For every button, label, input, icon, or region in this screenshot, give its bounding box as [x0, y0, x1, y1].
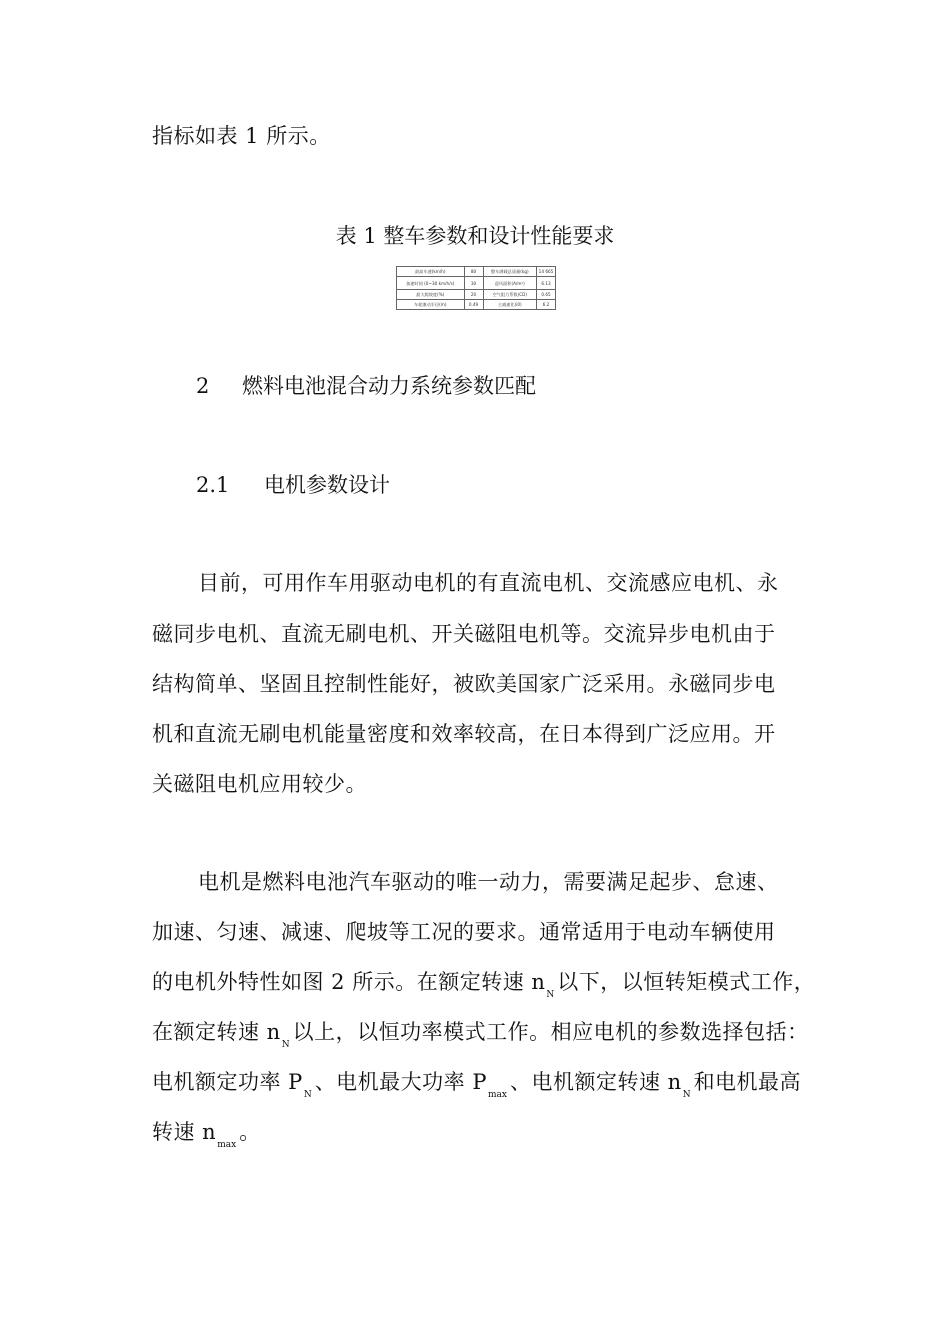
text-run: 、电机最大功率 P [314, 1070, 487, 1094]
paragraph-1-line-2: 磁同步电机、直流无刷电机、开关磁阻电机等。交流异步电机由于 [152, 622, 776, 646]
table-row [397, 267, 556, 277]
table-cell: 加速时间 (0~30 km/h/s) [397, 277, 465, 290]
subscript: max [488, 1090, 507, 1100]
paragraph-1-line-1: 目前，可用作车用驱动电机的有直流电机、交流感应电机、永 [198, 571, 779, 595]
section-title: 燃料电池混合动力系统参数匹配 [242, 374, 536, 398]
table-row [397, 277, 556, 290]
subscript: N [682, 1090, 691, 1100]
paragraph-2-line-5 [152, 1070, 801, 1107]
text-run: 电机额定功率 P [152, 1070, 303, 1094]
table-cell: 车轮滚动半径(m) [397, 300, 465, 310]
table-cell: 主减速比(i0) [483, 300, 536, 310]
table-cell: 30 [464, 277, 483, 290]
parameter-table [396, 266, 556, 310]
paragraph-2-line-2: 加速、匀速、减速、爬坡等工况的要求。通常适用于电动车辆使用 [152, 920, 776, 944]
table-cell: 整车满载总质量(kg) [483, 267, 536, 277]
section-heading-2-1 [196, 473, 390, 497]
paragraph-1-line-5: 关磁阻电机应用较少。 [152, 772, 367, 796]
table-row [397, 300, 556, 310]
table-cell: 最高车速(km/h) [397, 267, 465, 277]
paragraph-2-line-3 [152, 970, 815, 1007]
table-cell: 空气阻力系数(CD) [483, 290, 536, 300]
table-cell: 最大爬坡度(%) [397, 290, 465, 300]
table-cell: 6.2 [537, 300, 556, 310]
table-cell: 80 [464, 267, 483, 277]
text-run: 在额定转速 n [152, 1020, 281, 1044]
text-run: 和电机最高 [693, 1070, 802, 1094]
table-row [397, 290, 556, 300]
text-run: 的电机外特性如图 2 所示。在额定转速 n [152, 970, 546, 994]
paragraph-2-line-1: 电机是燃料电池汽车驱动的唯一动力，需要满足起步、怠速、 [198, 870, 779, 894]
text-run: 以上，以恒功率模式工作。相应电机的参数选择包括： [292, 1020, 809, 1044]
text-run: 、电机额定转速 n [509, 1070, 682, 1094]
intro-line: 指标如表 1 所示。 [152, 124, 331, 148]
subscript: N [546, 990, 555, 1000]
paragraph-1-line-3: 结构简单、坚固且控制性能好，被欧美国家广泛采用。永磁同步电 [152, 672, 776, 696]
table-cell: 6.13 [537, 277, 556, 290]
subscript: max [217, 1140, 237, 1150]
paragraph-1-line-4: 机和直流无刷电机能量密度和效率较高，在日本得到广泛应用。开 [152, 722, 776, 746]
subscript: N [281, 1040, 290, 1050]
section-number: 2 [196, 374, 210, 398]
section-heading-2 [196, 374, 536, 398]
paragraph-2-line-6 [152, 1120, 261, 1157]
subscript: N [303, 1090, 312, 1100]
section-number: 2.1 [196, 473, 230, 497]
text-run: 以下，以恒转矩模式工作， [557, 970, 816, 994]
table-cell: 20 [464, 290, 483, 300]
table-cell: 迎风面积(A/m²) [483, 277, 536, 290]
section-title: 电机参数设计 [264, 473, 390, 497]
text-run: 转速 n [152, 1120, 217, 1144]
text-run: 。 [239, 1120, 261, 1144]
table-cell: 0.49 [464, 300, 483, 310]
paragraph-2-line-4 [152, 1020, 809, 1057]
table-caption: 表 1 整车参数和设计性能要求 [335, 224, 615, 248]
table-cell: 14 665 [537, 267, 556, 277]
table-cell: 0.65 [537, 290, 556, 300]
